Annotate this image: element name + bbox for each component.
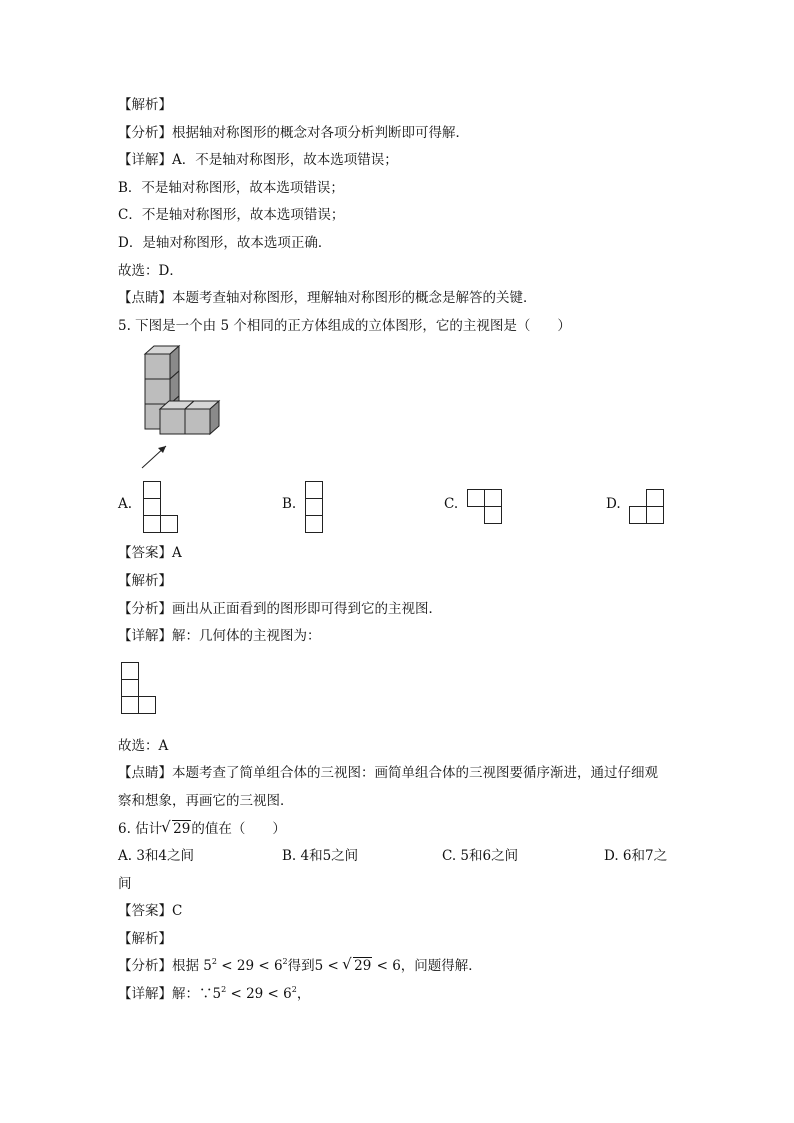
q5-option-a-label: A. bbox=[118, 496, 133, 513]
prev-guxuan: 故选：D． bbox=[118, 262, 183, 279]
q6-xiangjie-exp-2: 2 bbox=[291, 985, 297, 995]
q6-radicand: 29 bbox=[173, 820, 191, 837]
q5-option-c-label: C. bbox=[444, 496, 459, 513]
q5-cube-figure bbox=[118, 340, 688, 480]
q6-fenxi-radicand: 29 bbox=[354, 958, 372, 975]
q6-stem bbox=[118, 816, 688, 844]
q6-answer: 【答案】C bbox=[118, 903, 183, 920]
q6-sqrt bbox=[162, 816, 191, 844]
q5-front-view-figure bbox=[118, 651, 688, 733]
q6-choice-wrap: 间 bbox=[118, 875, 132, 892]
q5-option-a-shape bbox=[142, 480, 182, 536]
q6-choice-c[interactable]: C. 5和6之间 bbox=[442, 848, 519, 865]
q6-xiangjie-mid: < 29 < 6 bbox=[226, 986, 292, 1003]
q6-fenxi-sqrt bbox=[343, 953, 372, 981]
q6-stem-suffix: 的值在（ ） bbox=[191, 820, 286, 837]
q5-option-b-label: B. bbox=[282, 496, 297, 513]
q6-fenxi-exp-2: 2 bbox=[282, 957, 288, 967]
q6-xiangjie-base-5: 5 bbox=[212, 986, 222, 1003]
prev-fenxi: 【分析】根据轴对称图形的概念对各项分析判断即可得解． bbox=[118, 124, 469, 141]
q6-choice-d[interactable]: D. 6和7之 bbox=[604, 848, 668, 865]
q6-xiangjie-ineq bbox=[213, 986, 297, 1002]
q6-xiangjie-suffix: ， bbox=[296, 986, 311, 1003]
q6-choice-a[interactable]: A. 3和4之间 bbox=[118, 848, 195, 865]
document-page bbox=[118, 92, 688, 1009]
q5-fenxi: 【分析】画出从正面看到的图形即可得到它的主视图． bbox=[118, 600, 442, 617]
q6-fenxi-exp-1: 2 bbox=[211, 957, 217, 967]
q6-stem-prefix: 6. 估计 bbox=[118, 820, 163, 837]
prev-jiexi: 【解析】 bbox=[118, 97, 172, 113]
prev-dianjing: 【点睛】本题考查轴对称图形，理解轴对称图形的概念是解答的关键． bbox=[118, 290, 537, 307]
q5-guxuan: 故选：A bbox=[118, 737, 169, 754]
q5-answer: 【答案】A bbox=[118, 545, 182, 562]
q6-fenxi-ineq2-right: < 6 bbox=[372, 958, 401, 975]
prev-option-d: D．是轴对称图形，故本选项正确． bbox=[118, 234, 332, 251]
q5-jiexi: 【解析】 bbox=[118, 572, 172, 589]
prev-option-b: B．不是轴对称图形，故本选项错误； bbox=[118, 179, 344, 196]
q6-xiangjie-exp-1: 2 bbox=[221, 985, 227, 995]
q5-option-d-shape bbox=[628, 488, 668, 528]
q5-option-d-label: D. bbox=[606, 496, 621, 513]
q6-xiangjie-prefix: 【详解】解：∵ bbox=[118, 986, 213, 1003]
q6-fenxi-mid: 得到 bbox=[287, 958, 315, 975]
q5-option-b-shape bbox=[304, 480, 328, 536]
cube-stack-illustration bbox=[126, 340, 236, 480]
q6-fenxi-prefix: 【分析】根据 bbox=[118, 958, 199, 975]
q5-xiangjie: 【详解】解：几何体的主视图为： bbox=[118, 628, 321, 645]
q5-dianjing-2: 察和想象，再画它的三视图． bbox=[118, 792, 294, 809]
q5-dianjing-1: 【点睛】本题考查了简单组合体的三视图：画简单组合体的三视图要循序渐进，通过仔细观 bbox=[118, 765, 658, 782]
q6-fenxi-mid-ineq: < 29 < 6 bbox=[216, 958, 283, 975]
q6-fenxi-suffix: ，问题得解． bbox=[400, 958, 482, 975]
front-view-shape bbox=[120, 661, 164, 719]
prev-xiangjie: 【详解】A．不是轴对称图形，故本选项错误； bbox=[118, 152, 398, 169]
q5-stem: 5. 下图是一个由 5 个相同的正方体组成的立体图形，它的主视图是（ ） bbox=[118, 317, 571, 334]
q6-xiangjie bbox=[118, 981, 688, 1009]
q6-fenxi-ineq2 bbox=[315, 958, 401, 974]
q5-option-c-shape bbox=[466, 488, 506, 528]
q6-jiexi: 【解析】 bbox=[118, 930, 172, 947]
q6-fenxi-base-5: 5 bbox=[203, 958, 212, 975]
q6-choices bbox=[118, 843, 688, 871]
q6-fenxi bbox=[118, 953, 688, 981]
q6-choice-b[interactable]: B. 4和5之间 bbox=[282, 848, 359, 865]
prev-option-c: C．不是轴对称图形，故本选项错误； bbox=[118, 207, 345, 224]
q6-fenxi-ineq1 bbox=[203, 958, 287, 974]
q5-options-row bbox=[118, 480, 688, 540]
q6-fenxi-ineq2-left: 5 < bbox=[314, 958, 344, 975]
